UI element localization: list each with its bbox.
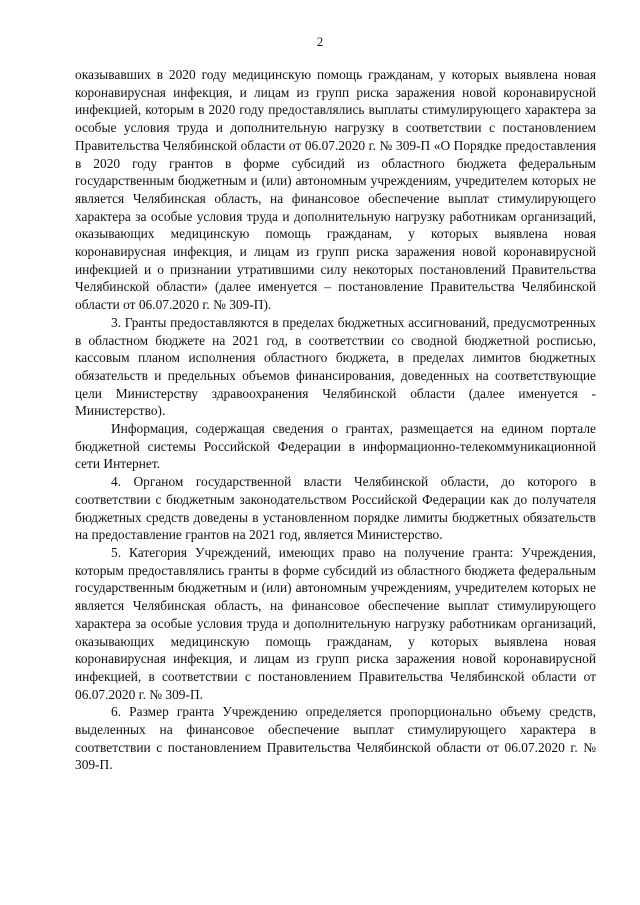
paragraph-4: 4. Органом государственной власти Челябинской области, до которого в соответствии с бюджетным законодательством Российской Федерации как до получателя бюджетных средств доведены в установленном порядке лимиты бюджетных обязательств на предоставление грантов на 2021 год, является Министерство. [75, 474, 596, 543]
paragraph-information: Информация, содержащая сведения о грантах, размещается на едином портале бюджетной системы Российской Федерации в информационно-телекоммуникационной сети Интернет. [75, 421, 596, 472]
paragraph-6: 6. Размер гранта Учреждению определяется пропорционально объему средств, выделенных на финансовое обеспечение выплат стимулирующего характера в соответствии с постановлением Правительства Челябинской области от 06.07.2020 г. № 309-П. [75, 704, 596, 773]
paragraph-3: 3. Гранты предоставляются в пределах бюджетных ассигнований, предусмотренных в областном бюджете на 2021 год, в соответствии со сводной бюджетной росписью, кассовым планом исполнения областного бюджета, в пределах лимитов бюджетных обязательств и предельных объемов финансирования, доведенных на соответствующие цели Министерству здравоохранения Челябинской области (далее именуется - Министерство). [75, 314, 596, 419]
paragraph-continuation: оказывавших в 2020 году медицинскую помощь гражданам, у которых выявлена новая коронавирусная инфекция, и лицам из групп риска заражения новой коронавирусной инфекцией, которым в 2020 году предоставлялись выплаты стимулирующего характера за особые условия труда и дополнительную нагрузку в соответствии с постановлением Правительства Челябинской области от 06.07.2020 г. № 309-П «О Порядке предоставления в 2020 году грантов в форме субсидий из областного бюджета федеральным государственным бюджетным и (или) автономным учреждениям, учредителем которых не является Челябинская область, на финансовое обеспечение выплат стимулирующего характера за особые условия труда и дополнительную нагрузку работникам организаций, оказывающих медицинскую помощь гражданам, у которых выявлена новая коронавирусная инфекция, и лицам из групп риска заражения новой коронавирусной инфекцией и о признании утратившими силу некоторых постановлений Правительства Челябинской области» (далее именуется – постановление Правительства Челябинской области от 06.07.2020 г. № 309-П). [75, 67, 596, 313]
paragraph-5: 5. Категория Учреждений, имеющих право на получение гранта: Учреждения, которым предоставлялись гранты в форме субсидий из областного бюджета федеральным государственным бюджетным и (или) автономным учреждениям, учредителем которых не является Челябинская область, на финансовое обеспечение выплат стимулирующего характера за особые условия труда и дополнительную нагрузку работникам организаций, оказывающих медицинскую помощь гражданам, у которых выявлена новая коронавирусная инфекция, и лицам из групп риска заражения новой коронавирусной инфекцией, в соответствии с постановлением Правительства Челябинской области от 06.07.2020 г. № 309-П. [75, 544, 596, 702]
document-body [75, 66, 596, 774]
page-number: 2 [316, 34, 324, 49]
